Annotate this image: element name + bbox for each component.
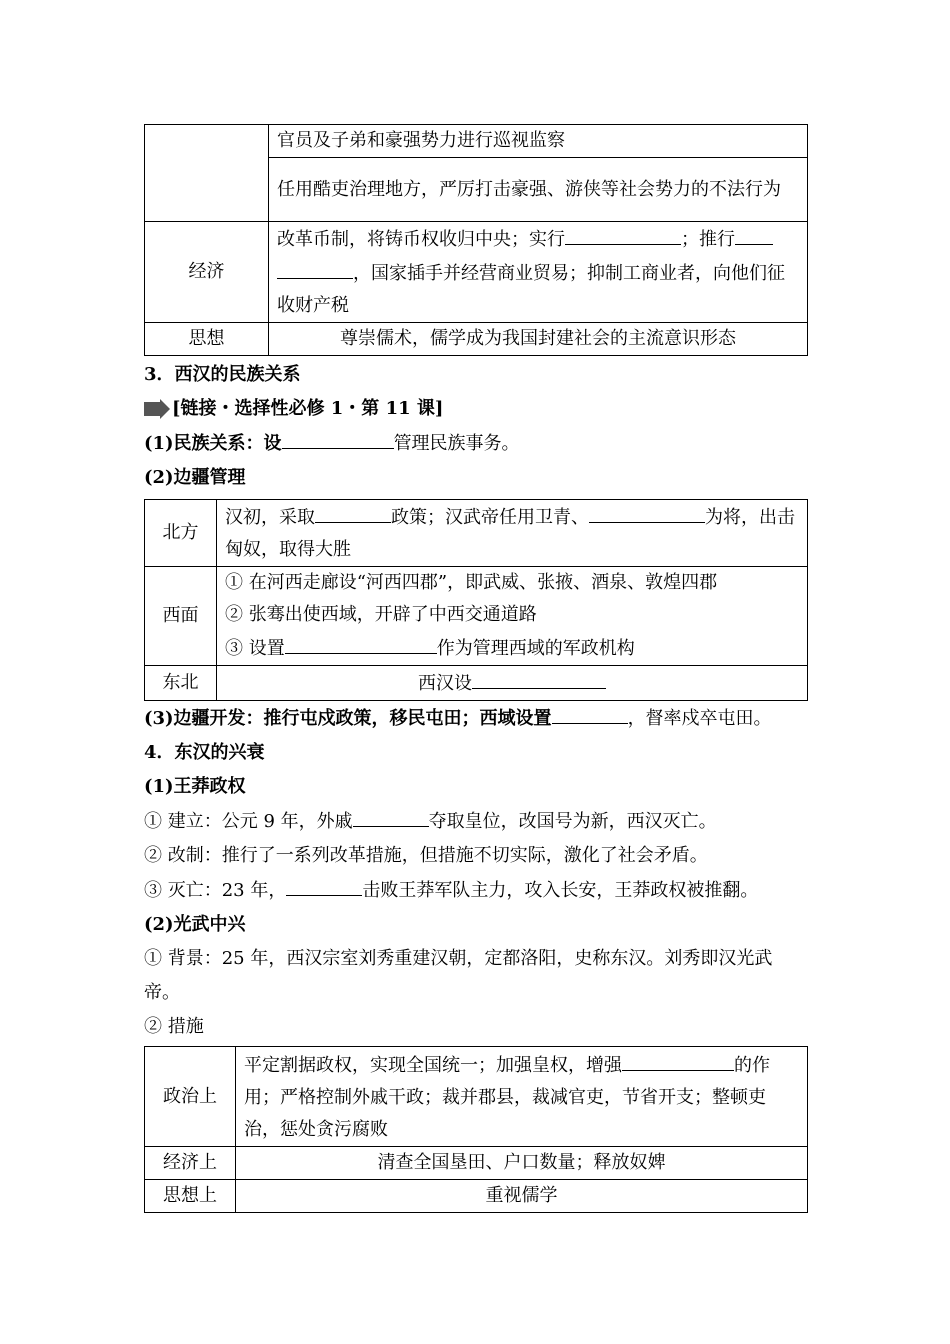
blank-field[interactable] <box>353 804 429 827</box>
sec4-line2: ② 改制：推行了一系列改革措施，但措施不切实际，激化了社会矛盾。 <box>144 845 708 866</box>
line1-text-a: ① 建立：公元 9 年，外戚 <box>144 811 353 832</box>
sec3-item2: (2)边疆管理 <box>144 467 246 488</box>
economy3-content: 清查全国垦田、户口数量；释放奴婢 <box>236 1147 808 1180</box>
northeast-content <box>217 666 808 701</box>
blank-field[interactable] <box>552 701 628 724</box>
north-text-a: 汉初，采取 <box>225 507 315 528</box>
table1-row2: 任用酷吏治理地方，严厉打击豪强、游侠等社会势力的不法行为 <box>269 158 808 222</box>
sec4-line4: ① 背景：25 年，西汉宗室刘秀重建汉朝，定都洛阳，史称东汉。刘秀即汉光武帝。 <box>144 948 773 1003</box>
economy-label: 经济 <box>145 222 269 323</box>
western-han-policy-table <box>144 124 808 356</box>
blank-field[interactable] <box>622 1048 734 1071</box>
northeast-text: 西汉设 <box>418 673 472 694</box>
politics-label-cell <box>145 125 269 222</box>
frontier-management-table <box>144 499 808 701</box>
blank-field[interactable] <box>472 666 606 689</box>
arrow-down-icon <box>144 399 170 419</box>
thought3-content: 重视儒学 <box>236 1180 808 1213</box>
politics-content <box>236 1047 808 1147</box>
west-label: 西面 <box>145 567 217 666</box>
north-text-c: 为将，出击匈奴，取得大胜 <box>225 507 795 560</box>
blank-field[interactable] <box>589 500 705 523</box>
blank-field[interactable] <box>315 500 391 523</box>
link-reference <box>144 392 807 426</box>
economy-text-a: 改革币制，将铸币权收归中央；实行 <box>277 229 565 250</box>
west-content <box>217 567 808 666</box>
sec4-line5: ② 措施 <box>144 1016 204 1037</box>
northeast-label: 东北 <box>145 666 217 701</box>
thought-content: 尊崇儒术，儒学成为我国封建社会的主流意识形态 <box>269 323 808 356</box>
section3-title: 3．西汉的民族关系 <box>144 364 301 385</box>
politics-label: 政治上 <box>145 1047 236 1147</box>
economy-text-b: ；推行 <box>681 229 735 250</box>
economy-text-c: ，国家插手并经营商业贸易；抑制工商业者，向他们征收财产税 <box>277 263 785 316</box>
line1-text-b: 夺取皇位，改国号为新，西汉灭亡。 <box>428 811 717 832</box>
blank-field[interactable] <box>286 873 362 896</box>
sec3-item1 <box>144 426 807 461</box>
blank-field[interactable] <box>565 222 681 245</box>
west-item-3 <box>225 631 799 665</box>
sec4-line3 <box>144 873 807 908</box>
economy3-label: 经济上 <box>145 1147 236 1180</box>
politics-text-a: 平定割据政权，实现全国统一；加强皇权，增强 <box>244 1054 622 1076</box>
economy-content <box>269 222 808 323</box>
north-label: 北方 <box>145 500 217 567</box>
blank-field[interactable] <box>285 631 437 654</box>
sec4-sub1: (1)王莽政权 <box>144 776 246 797</box>
item1-text-b: 管理民族事务。 <box>393 433 520 454</box>
north-content <box>217 500 808 567</box>
line3-text-b: 击败王莽军队主力，攻入长安，王莽政权被推翻。 <box>362 880 759 901</box>
blank-field[interactable] <box>282 426 394 449</box>
blank-field[interactable] <box>735 222 773 245</box>
item3-text-a: (3)边疆开发：推行屯戍政策，移民屯田；西域设置 <box>144 708 552 729</box>
west-item-1: ① 在河西走廊设“河西四郡”，即武威、张掖、酒泉、敦煌四郡 <box>225 572 718 593</box>
item3-text-b: ，督率戍卒屯田。 <box>627 708 772 729</box>
guangwu-measures-table <box>144 1046 808 1213</box>
west-text-3b: 作为管理西域的军政机构 <box>436 638 635 659</box>
sec4-sub2: (2)光武中兴 <box>144 914 246 935</box>
document-page <box>144 124 807 1213</box>
table1-row1: 官员及子弟和豪强势力进行巡视监察 <box>269 125 808 158</box>
north-text-b: 政策；汉武帝任用卫青、 <box>391 507 589 528</box>
west-item-2: ② 张骞出使西域，开辟了中西交通道路 <box>225 604 537 625</box>
link-text: [链接・选择性必修 1・第 11 课] <box>172 398 444 419</box>
item1-text-a: (1)民族关系：设 <box>144 433 282 454</box>
blank-field[interactable] <box>277 256 353 279</box>
section4-title: 4．东汉的兴衰 <box>144 742 265 763</box>
thought-label: 思想 <box>145 323 269 356</box>
politics-text-b: 的作用；严格控制外戚干政；裁并郡县，裁减官吏，节省开支；整顿吏治，惩处贪污腐败 <box>244 1054 770 1140</box>
west-text-3a: ③ 设置 <box>225 638 285 659</box>
sec3-item3 <box>144 701 807 736</box>
line3-text-a: ③ 灭亡：23 年， <box>144 880 287 901</box>
thought3-label: 思想上 <box>145 1180 236 1213</box>
sec4-line1 <box>144 804 807 839</box>
